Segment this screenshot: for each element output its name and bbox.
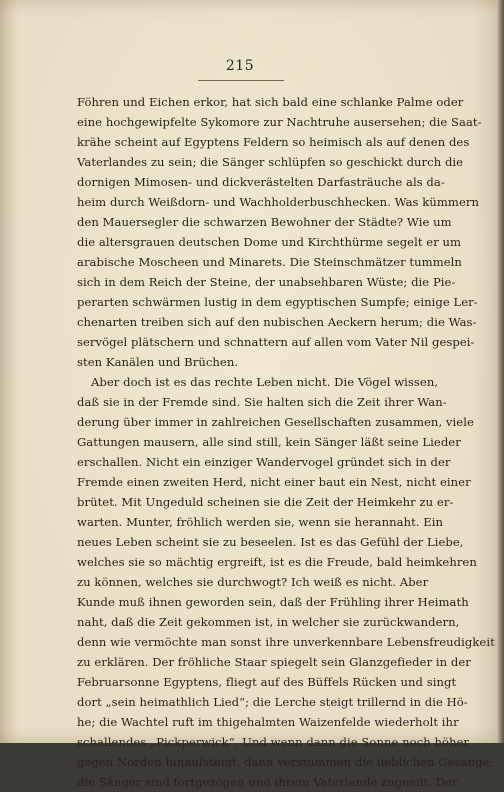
text-line: Fremde einen zweiten Herd, nicht einer baut ein Nest, nicht einer bbox=[77, 475, 471, 489]
text-line: zu erklären. Der fröhliche Staar spiegelt sein Glanzgefieder in der bbox=[77, 655, 471, 669]
text-line: brütet. Mit Ungeduld scheinen sie die Zeit der Heimkehr zu er- bbox=[77, 495, 454, 509]
text-line: neues Leben scheint sie zu beseelen. Ist es das Gefühl der Liebe, bbox=[77, 535, 464, 549]
text-line: Gattungen mausern, alle sind still, kein Sänger läßt seine Lieder bbox=[77, 435, 461, 449]
text-line: derung über immer in zahlreichen Gesellschaften zusammen, viele bbox=[77, 415, 474, 429]
text-line: naht, daß die Zeit gekommen ist, in welcher sie zurückwandern, bbox=[77, 615, 460, 629]
text-line: Föhren und Eichen erkor, hat sich bald eine schlanke Palme oder bbox=[77, 95, 464, 109]
text-line: daß sie in der Fremde sind. Sie halten sich die Zeit ihrer Wan- bbox=[77, 395, 447, 409]
text-line: dornigen Mimosen- und dickverästelten Darfasträuche als da- bbox=[77, 175, 445, 189]
text-line: sich in dem Reich der Steine, der unabsehbaren Wüste; die Pie- bbox=[77, 275, 456, 289]
text-line: eine hochgewipfelte Sykomore zur Nachtruhe ausersehen; die Saat- bbox=[77, 115, 482, 129]
text-line: he; die Wachtel ruft im thigehalmten Waizenfelde wiederholt ihr bbox=[77, 715, 459, 729]
text-line: Aber doch ist es das rechte Leben nicht. Die Vögel wissen, bbox=[91, 375, 439, 389]
text-line: sten Kanälen und Brüchen. bbox=[77, 355, 239, 369]
text-line: krähe scheint auf Egyptens Feldern so heimisch als auf denen des bbox=[77, 135, 470, 149]
text-line: denn wie vermöchte man sonst ihre unverkennbare Lebensfreudigkeit bbox=[77, 635, 495, 649]
text-line: schallendes „Pickperwick“. Und wenn dann die Sonne noch höher bbox=[77, 735, 470, 749]
text-line: warten. Munter, fröhlich werden sie, wenn sie herannaht. Ein bbox=[77, 515, 444, 529]
header-rule bbox=[198, 80, 284, 81]
text-line: gegen Norden hinaufsteigt, dann verstummen die lieblichen Gesänge; bbox=[77, 755, 494, 769]
text-line: Februarsonne Egyptens, fliegt auf des Büffels Rücken und singt bbox=[77, 675, 457, 689]
text-line: chenarten treiben sich auf den nubischen Aeckern herum; die Was- bbox=[77, 315, 477, 329]
page-number: 215 bbox=[225, 58, 255, 74]
text-line: Kunde muß ihnen geworden sein, daß der Frühling ihrer Heimath bbox=[77, 595, 469, 609]
text-line: Vaterlandes zu sein; die Sänger schlüpfen so geschickt durch die bbox=[77, 155, 464, 169]
text-line: arabische Moscheen und Minarets. Die Steinschmätzer tummeln bbox=[77, 255, 462, 269]
book-spine-edge bbox=[498, 0, 504, 743]
text-line: die Sänger sind fortgezogen und ihrem Vaterlande zugeeilt. Der bbox=[77, 775, 458, 789]
text-line: heim durch Weißdorn- und Wachholderbuschhecken. Was kümmern bbox=[77, 195, 479, 209]
text-line: servögel plätschern und schnattern auf allen vom Vater Nil gespei- bbox=[77, 335, 475, 349]
text-line: perarten schwärmen lustig in dem egyptischen Sumpfe; einige Ler- bbox=[77, 295, 478, 309]
text-line: die altersgrauen deutschen Dome und Kirchthürme segelt er um bbox=[77, 235, 462, 249]
text-line: zu können, welches sie durchwogt? Ich weiß es nicht. Aber bbox=[77, 575, 429, 589]
text-line: welches sie so mächtig ergreift, ist es die Freude, bald heimkehren bbox=[77, 555, 477, 569]
text-line: den Mauersegler die schwarzen Bewohner der Städte? Wie um bbox=[77, 215, 452, 229]
body-text bbox=[77, 92, 495, 792]
text-line: dort „sein heimathlich Lied“; die Lerche steigt trillernd in die Hö- bbox=[77, 695, 468, 709]
text-line: erschallen. Nicht ein einziger Wandervogel gründet sich in der bbox=[77, 455, 451, 469]
